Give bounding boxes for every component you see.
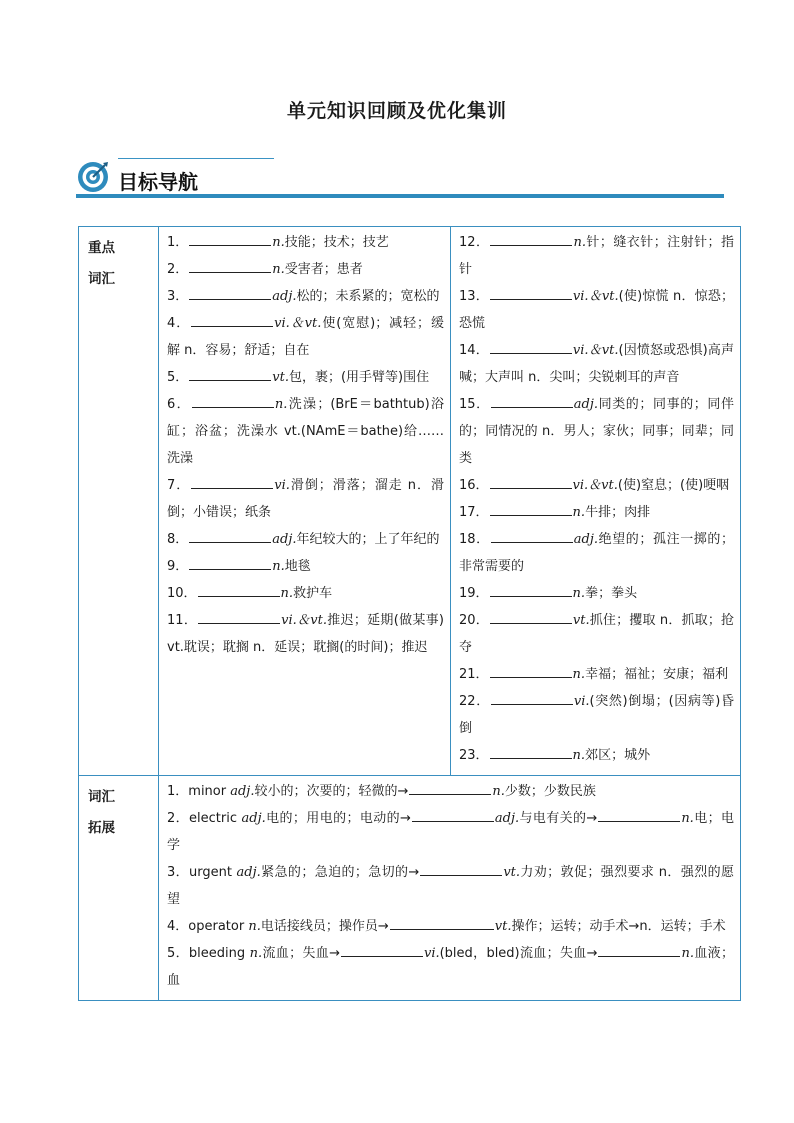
definition: 幸福；福祉；安康；福利 (585, 667, 729, 682)
answer-blank[interactable] (491, 692, 573, 705)
vocab-item (167, 580, 444, 607)
answer-blank[interactable] (490, 503, 572, 516)
item-number: 2． (167, 262, 189, 277)
part-of-speech: vt. (572, 613, 590, 628)
definition: 郊区；城外 (585, 748, 651, 763)
definition: (使)惊慌 n．惊恐；恐慌 (459, 289, 735, 331)
vocab-item (459, 283, 734, 337)
item-number: 6． (167, 397, 191, 412)
item-number: 16． (459, 478, 489, 493)
item-number: 3． (167, 289, 189, 304)
definition: 滑倒；滑落；溜走 n．滑倒；小错误；纸条 (167, 478, 444, 520)
definition: 年纪较大的；上了年纪的 (296, 532, 440, 547)
definition: 推迟；延期(做某事) vt.耽误；耽搁 n．延误；耽搁(的时间)；推迟 (167, 613, 444, 655)
part-of-speech: vi. (274, 478, 290, 493)
definition: 绝望的；孤注一掷的；非常需要的 (459, 532, 734, 574)
answer-blank[interactable] (192, 395, 274, 408)
part-of-speech: adj. (272, 532, 297, 547)
vocab-item (459, 526, 734, 580)
answer-blank[interactable] (191, 476, 273, 489)
definition: 针；缝衣针；注射针；指针 (459, 235, 734, 277)
headword: minor (188, 784, 231, 799)
vocab-item (459, 688, 734, 742)
definition: 力劝；敦促；强烈要求 n．强烈的愿望 (167, 865, 734, 907)
vocab-item (167, 229, 444, 256)
item-number: 5． (167, 946, 189, 961)
part-of-speech: adj. (573, 532, 598, 547)
answer-blank[interactable] (490, 584, 572, 597)
item-number: 14． (459, 343, 489, 358)
part-of-speech: vi.＆vt. (572, 478, 618, 493)
part-of-speech: n. (681, 811, 694, 826)
part-of-speech: n. (572, 748, 586, 763)
answer-blank[interactable] (490, 611, 572, 624)
answer-blank[interactable] (490, 233, 572, 246)
item-number: 9． (167, 559, 189, 574)
part-of-speech: vi.＆vt. (274, 316, 322, 331)
item-number: 18． (459, 532, 490, 547)
headword: operator (188, 919, 249, 934)
vocab-item (167, 283, 444, 310)
category-line: 重点 (88, 240, 115, 256)
vocab-item (459, 607, 734, 661)
item-number: 20． (459, 613, 489, 628)
item-number: 13． (459, 289, 489, 304)
item-number: 1． (167, 784, 189, 799)
part-of-speech: n. (272, 262, 285, 277)
answer-blank[interactable] (490, 476, 572, 489)
part-of-speech: n. (249, 946, 263, 961)
answer-blank[interactable] (491, 530, 573, 543)
answer-blank[interactable] (191, 314, 273, 327)
definition: (bled，bled)流血；失血→ (439, 946, 598, 961)
vocab-item (459, 229, 734, 283)
vocab-item (459, 472, 734, 499)
item-number: 12． (459, 235, 490, 250)
headword: electric (189, 811, 242, 826)
extension-item (167, 940, 734, 994)
definition: (因愤怒或恐惧)高声喊；大声叫 n．尖叫；尖锐刺耳的声音 (459, 343, 734, 385)
part-of-speech: n. (573, 235, 586, 250)
page-title: 单元知识回顾及优化集训 (286, 100, 507, 122)
item-number: 23． (459, 748, 489, 763)
part-of-speech: vt. (503, 865, 521, 880)
part-of-speech: n. (572, 667, 586, 682)
category-line: 拓展 (88, 820, 115, 836)
answer-blank[interactable] (490, 746, 572, 759)
part-of-speech: vt. (494, 919, 512, 934)
item-number: 21． (459, 667, 489, 682)
vocab-item (459, 499, 734, 526)
part-of-speech: n. (492, 784, 505, 799)
item-number: 19． (459, 586, 489, 601)
vocab-item (459, 580, 734, 607)
vocab-item (459, 337, 734, 391)
header-rule (76, 194, 724, 198)
part-of-speech: adj. (272, 289, 297, 304)
category-line: 词汇 (88, 789, 115, 805)
vocab-item (167, 256, 444, 283)
definition: (突然)倒塌；(因病等)昏倒 (459, 694, 734, 736)
headword: urgent (189, 865, 237, 880)
part-of-speech: adj. (241, 811, 266, 826)
definition: 抓住；攫取 n．抓取；抢夺 (459, 613, 735, 655)
item-number: 4． (167, 919, 189, 934)
extension-item (167, 913, 734, 940)
definition: 松的；未系紧的；宽松的 (296, 289, 440, 304)
answer-blank[interactable] (598, 944, 680, 957)
answer-blank[interactable] (409, 782, 491, 795)
answer-blank[interactable] (490, 341, 572, 354)
answer-blank[interactable] (420, 863, 502, 876)
answer-blank[interactable] (189, 260, 271, 273)
key-words-left-column (159, 227, 451, 776)
vocab-item (167, 526, 444, 553)
extension-item (167, 778, 734, 805)
part-of-speech: vi. (573, 694, 590, 709)
item-number: 10． (167, 586, 197, 601)
vocab-item (167, 391, 444, 472)
answer-blank[interactable] (412, 809, 494, 822)
answer-blank[interactable] (198, 611, 280, 624)
definition: 紧急的；急迫的；急切的→ (260, 865, 420, 880)
item-number: 11． (167, 613, 198, 628)
item-number: 7． (167, 478, 191, 493)
item-number: 1． (167, 235, 189, 250)
definition: 操作；运转；动手术→n．运转；手术 (511, 919, 726, 934)
definition: 同类的；同事的；同伴的；同情况的 n．男人；家伙；同事；同辈；同类 (459, 397, 734, 466)
definition: 电的；用电的；电动的→ (265, 811, 411, 826)
part-of-speech: adj. (236, 865, 261, 880)
definition: 电话接线员；操作员→ (260, 919, 389, 934)
key-words-category (79, 227, 159, 776)
part-of-speech: n. (274, 397, 288, 412)
definition: 包，裹；(用手臂等)围住 (288, 370, 430, 385)
item-number: 22． (459, 694, 490, 709)
part-of-speech: vi.＆vt. (281, 613, 328, 628)
headword: bleeding (188, 946, 250, 961)
section-heading: 目标导航 (118, 170, 198, 194)
vocab-item (167, 364, 444, 391)
definition: 流血；失血→ (262, 946, 340, 961)
definition: (使)窒息；(使)哽咽 (617, 478, 730, 493)
part-of-speech: n. (272, 235, 285, 250)
part-of-speech: vi. (423, 946, 440, 961)
answer-blank[interactable] (189, 233, 271, 246)
part-of-speech: n. (272, 559, 285, 574)
vocab-item (167, 553, 444, 580)
key-words-right-column (451, 227, 741, 776)
definition: 血液；血 (167, 946, 734, 988)
item-number: 4． (167, 316, 191, 331)
definition: 地毯 (284, 559, 311, 574)
part-of-speech: n. (248, 919, 261, 934)
definition: 受害者；患者 (284, 262, 363, 277)
definition: 牛排；肉排 (585, 505, 651, 520)
answer-blank[interactable] (490, 665, 572, 678)
vocab-item (167, 472, 444, 526)
vocab-item (459, 742, 734, 769)
part-of-speech: adj. (573, 397, 598, 412)
item-number: 5． (167, 370, 189, 385)
vocab-item (459, 391, 734, 472)
definition: 拳；拳头 (585, 586, 638, 601)
part-of-speech: n. (280, 586, 294, 601)
part-of-speech: adj. (230, 784, 255, 799)
answer-blank[interactable] (490, 287, 572, 300)
vocabulary-table (78, 226, 741, 1001)
definition: 使(宽慰)；减轻；缓解 n．容易；舒适；自在 (167, 316, 444, 358)
extension-row (79, 776, 741, 1001)
part-of-speech: n. (681, 946, 694, 961)
header-top-line (118, 158, 274, 159)
extension-column (159, 776, 741, 1001)
answer-blank[interactable] (189, 287, 271, 300)
answer-blank[interactable] (390, 917, 494, 930)
section-header (76, 158, 724, 200)
part-of-speech: n. (572, 586, 586, 601)
definition: 救护车 (293, 586, 333, 601)
extension-item (167, 859, 734, 913)
part-of-speech: vi.＆vt. (572, 343, 619, 358)
vocab-item (459, 661, 734, 688)
extension-category (79, 776, 159, 1001)
item-number: 2． (167, 811, 190, 826)
vocab-item (167, 310, 444, 364)
item-number: 17． (459, 505, 489, 520)
definition: 洗澡；(BrE＝bathtub)浴缸；浴盆；洗澡水 vt.(NAmE＝bathe)给……洗澡 (167, 397, 444, 466)
definition: 电；电学 (167, 811, 734, 853)
definition: 较小的；次要的；轻微的→ (254, 784, 409, 799)
item-number: 8． (167, 532, 189, 547)
answer-blank[interactable] (189, 530, 271, 543)
answer-blank[interactable] (341, 944, 423, 957)
answer-blank[interactable] (189, 557, 271, 570)
part-of-speech: vi.＆vt. (572, 289, 619, 304)
target-icon (76, 160, 110, 194)
part-of-speech: n. (572, 505, 586, 520)
part-of-speech: vt. (272, 370, 289, 385)
key-words-row (79, 227, 741, 776)
item-number: 15． (459, 397, 490, 412)
definition: 与电有关的→ (519, 811, 598, 826)
answer-blank[interactable] (598, 809, 680, 822)
item-number: 3． (167, 865, 190, 880)
definition: 技能；技术；技艺 (284, 235, 389, 250)
category-line: 词汇 (88, 271, 115, 287)
answer-blank[interactable] (198, 584, 280, 597)
extension-item (167, 805, 734, 859)
part-of-speech: adj. (494, 811, 520, 826)
vocab-item (167, 607, 444, 661)
answer-blank[interactable] (491, 395, 573, 408)
definition: 少数；少数民族 (504, 784, 596, 799)
answer-blank[interactable] (189, 368, 271, 381)
